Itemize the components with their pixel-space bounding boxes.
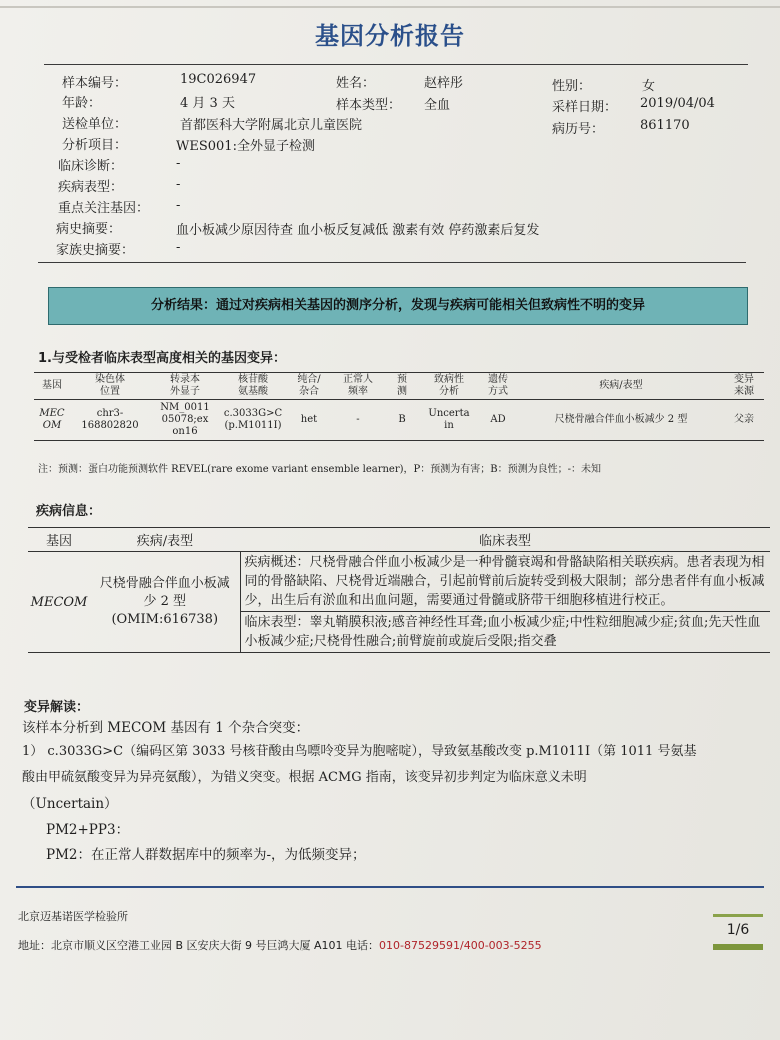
dt-th-gene: 基因 <box>28 528 90 552</box>
hospital-value: 首都医科大学附属北京儿童医院 <box>180 118 363 133</box>
top-edge-line <box>0 6 780 8</box>
footer-address-text: 地址：北京市顺义区空港工业园 B 区安庆大街 9 号巨鸿大厦 A101 电话： <box>18 939 380 952</box>
variant-table-header <box>34 373 764 400</box>
diagnosis-value: - <box>176 156 181 171</box>
variant-row <box>34 400 764 441</box>
sample-type-label: 样本类型： <box>336 98 402 113</box>
footer-org: 北京迈基诺医学检验所 <box>18 910 128 923</box>
dt-th-phenotype: 临床表型 <box>240 528 770 552</box>
disease-row-overview <box>28 552 770 612</box>
result-banner: 分析结果：通过对疾病相关基因的测序分析，发现与疾病可能相关但致病性不明的变异 <box>48 287 748 325</box>
interpretation-line-5: PM2+PP3： <box>46 822 130 838</box>
header-rule-top <box>44 64 748 65</box>
hospital-label: 送检单位： <box>62 117 128 132</box>
variant-frequency: - <box>356 414 360 425</box>
disease-section-title: 疾病信息： <box>36 504 102 519</box>
collect-date-value: 2019/04/04 <box>640 96 715 111</box>
variant-nucleotide: c.3033G>C (p.M1011I) <box>223 408 283 431</box>
family-value: - <box>176 240 181 255</box>
th-gene: 基因 <box>42 380 62 391</box>
interpretation-line-2: 1） c.3033G>C（编码区第 3033 号核苷酸由鸟嘌呤变异为胞嘧啶），导致氨基酸改变 p.M1011I（第 1011 号氨基 <box>22 744 697 759</box>
collect-date-label: 采样日期： <box>552 100 618 115</box>
disease-table-header <box>28 528 770 552</box>
variant-table <box>34 372 764 441</box>
footer-rule <box>16 886 764 888</box>
sample-no-value: 19C026947 <box>180 72 257 87</box>
sample-type-value: 全血 <box>424 98 451 113</box>
phenotype-label: 疾病表型： <box>58 180 124 195</box>
page-indicator <box>713 914 763 950</box>
variant-inheritance: AD <box>490 414 506 425</box>
th-prediction: 预 测 <box>397 374 407 397</box>
variant-pathogenicity: Uncerta in <box>428 408 470 431</box>
interpretation-line-4: （Uncertain） <box>22 796 118 812</box>
section1-title: 1.与受检者临床表型高度相关的基因变异： <box>38 351 286 366</box>
history-label: 病史摘要： <box>56 222 122 237</box>
name-value: 赵梓彤 <box>424 76 464 91</box>
variant-prediction: B <box>398 414 406 425</box>
variant-transcript: NM_0011 05078;ex on16 <box>160 402 210 437</box>
interpretation-line-6: PM2：在正常人群数据库中的频率为-，为低频变异； <box>46 847 366 863</box>
th-frequency: 正常人 频率 <box>343 374 373 397</box>
age-label: 年龄： <box>62 96 102 111</box>
history-value: 血小板减少原因待查 血小板反复减低 激素有效 停药激素后复发 <box>176 223 540 238</box>
th-origin: 变异 来源 <box>734 374 754 397</box>
disease-overview: 疾病概述：尺桡骨融合伴血小板减少是一种骨髓衰竭和骨骼缺陷相关联疾病。患者表现为相同的骨骼缺陷、尺桡骨近端融合，引起前臂前后旋转受到极大限制；部分患者伴有血小板减少，出生后有淤血和出血问题，需要通过骨髓或脐带干细胞移植进行校正。 <box>240 552 770 612</box>
variant-origin: 父亲 <box>734 414 754 425</box>
disease-gene: MECOM <box>28 552 90 653</box>
footer-phone: 010-87529591/400-003-5255 <box>379 939 542 952</box>
name-label: 姓名： <box>336 76 376 91</box>
th-transcript: 转录本 外显子 <box>170 374 200 397</box>
focus-gene-label: 重点关注基因： <box>58 201 150 216</box>
report-title: 基因分析报告 <box>315 22 465 50</box>
header-rule-bottom <box>38 262 746 263</box>
th-pathogenicity: 致病性 分析 <box>434 374 464 397</box>
project-value: WES001:全外显子检测 <box>176 139 315 154</box>
variant-zygosity: het <box>300 414 318 425</box>
interpretation-line-3: 酸由甲硫氨酸变异为异亮氨酸），为错义突变。根据 ACMG 指南，该变异初步判定为临床意义未明 <box>22 770 587 785</box>
variant-position: chr3- 168802820 <box>81 408 139 431</box>
th-nucleotide: 核苷酸 氨基酸 <box>238 374 268 397</box>
footer-address <box>18 937 542 953</box>
variant-gene: MEC OM <box>39 408 65 431</box>
family-label: 家族史摘要： <box>56 243 135 258</box>
dt-th-disease: 疾病/表型 <box>90 528 240 552</box>
record-no-label: 病历号： <box>552 122 605 137</box>
interpretation-line-1: 该样本分析到 MECOM 基因有 1 个杂合突变： <box>22 720 310 736</box>
table-note: 注：预测：蛋白功能预测软件 REVEL(rare exome variant ensemble learner)，P：预测为有害；B：预测为良性；-：未知 <box>38 464 601 475</box>
diagnosis-label: 临床诊断： <box>58 159 124 174</box>
th-disease: 疾病/表型 <box>599 380 643 391</box>
disease-name: 尺桡骨融合伴血小板减少 2 型 (OMIM:616738) <box>90 552 240 653</box>
focus-gene-value: - <box>176 198 181 213</box>
page-bar-bottom <box>713 944 763 950</box>
age-value: 4 月 3 天 <box>180 96 235 111</box>
th-inheritance: 遗传 方式 <box>488 374 508 397</box>
sex-value: 女 <box>642 79 656 94</box>
interpretation-title: 变异解读： <box>24 700 90 715</box>
disease-table <box>28 527 770 653</box>
project-label: 分析项目： <box>62 138 128 153</box>
sample-no-label: 样本编号： <box>62 76 128 91</box>
phenotype-value: - <box>176 177 181 192</box>
disease-phenotypes: 临床表型：睾丸鞘膜积液;感音神经性耳聋;血小板减少症;中性粒细胞减少症;贫血;先天性血小板减少症;尺桡骨性融合;前臂旋前或旋后受限;指交叠 <box>240 612 770 653</box>
variant-disease: 尺桡骨融合伴血小板减少 2 型 <box>554 414 688 425</box>
page-bar-top <box>713 914 763 917</box>
th-position: 染色体 位置 <box>95 374 125 397</box>
th-zygosity: 纯合/ 杂合 <box>297 374 321 397</box>
sex-label: 性别： <box>552 79 592 94</box>
record-no-value: 861170 <box>640 118 690 133</box>
page-number: 1/6 <box>726 922 750 938</box>
